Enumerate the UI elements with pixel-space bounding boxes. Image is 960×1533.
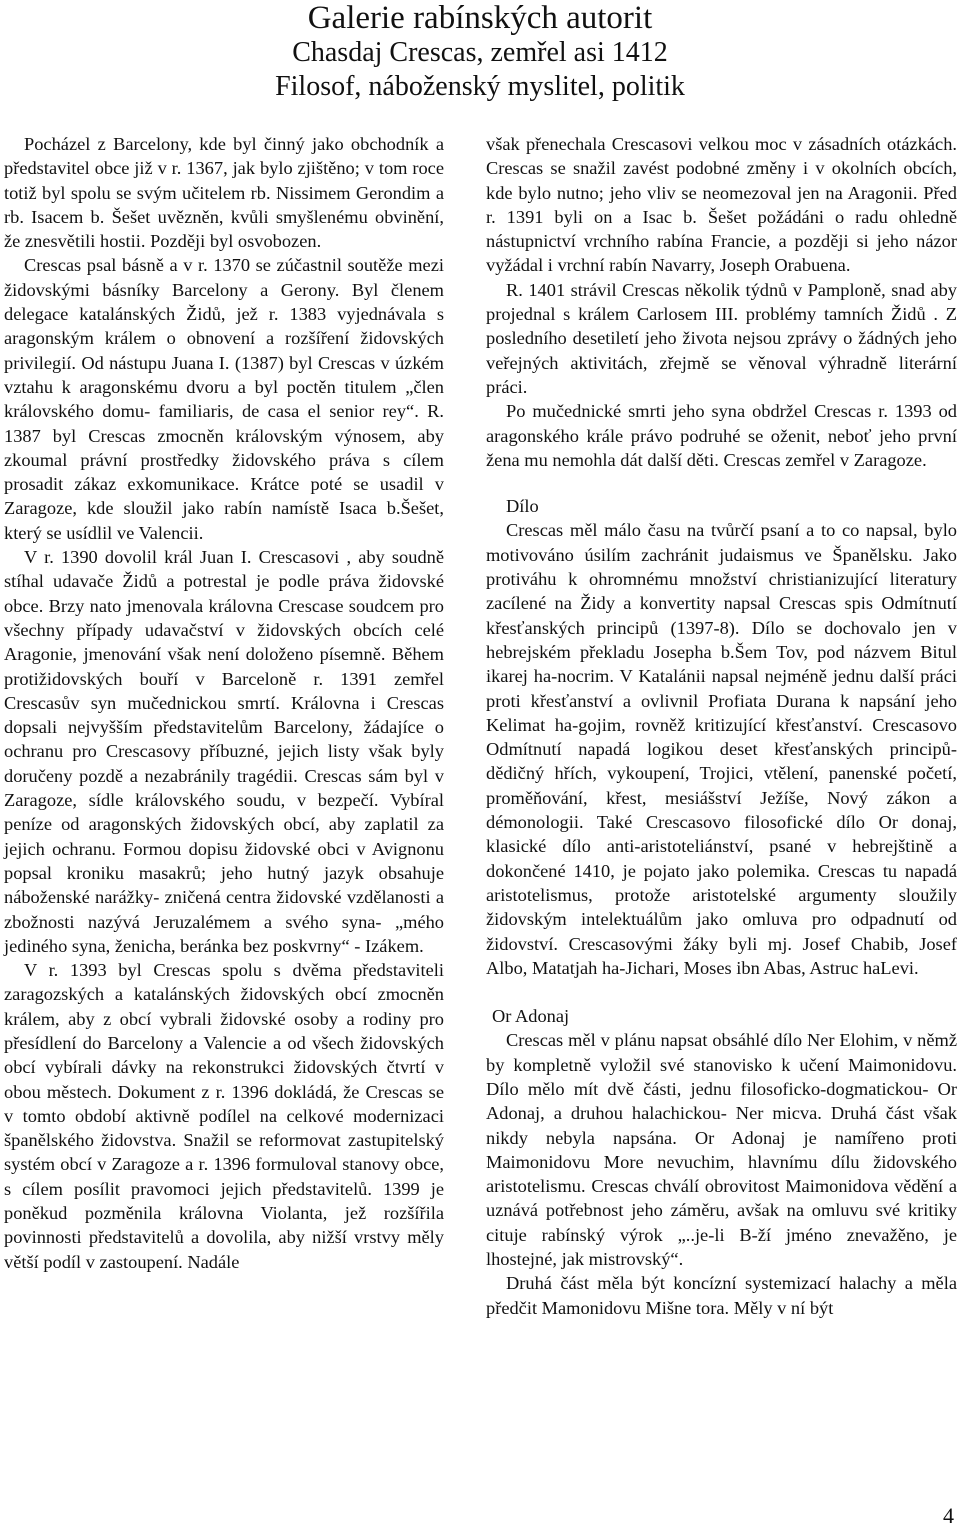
- paragraph: Crescas psal básně a v r. 1370 se zúčastnil soutěže mezi židovskými básníky Barcelony a Gerony. Byl členem delegace katalánských Židů, jež r. 1383 vyjednávala s aragonským králem o obnovení a rozšíření židovských privilegií. Od nástupu Juana I. (1387) byl Crescas v úzkém vztahu k aragonskému dvoru a byl poctěn titulem „člen královského domu- familiaris, de casa el senior rey“. R. 1387 byl Crescas zmocněn královským výnosem, aby zkoumal právní prostředky židovského práva s cílem prosadit zákaz exkomunikace. Krátce poté se usadil v Zaragoze, kde sloužil jako rabín namístě Isaca b.Šešet, který se usídlil ve Valencii.: [4, 255, 444, 543]
- left-column: [4, 132, 444, 1274]
- section-heading-dilo: Dílo: [506, 496, 539, 517]
- subtitle: [0, 37, 960, 69]
- right-column: [486, 132, 957, 1320]
- author-name: Chasdaj Crescas,: [292, 37, 484, 68]
- paragraph: však přenechala Crescasovi velkou moc v zásadních otázkách. Crescas se snažil zavést podobné změny i v okolních obcích, kde bylo nutno; jeho vliv se neomezoval jen na Aragonii. Před r. 1391 byli on a Isac b. Šešet požádáni o radu ohledně nástupnictví vrchního rabína Francie, a později si jeho názor vyžádal i vrchní rabín Navarry, Joseph Orabuena.: [486, 134, 957, 276]
- paragraph: R. 1401 strávil Crescas několik týdnů v Pamploně, snad aby projednal s králem Carlosem III. problémy tamních Židů . Z posledního desetiletí jeho života nejsou zprávy o žádných jeho veřejných aktivitách, zřejmě se věnoval výhradně literární práci.: [486, 279, 957, 397]
- paragraph: Crescas měl málo času na tvůrčí psaní a to co napsal, bylo motivováno úsilím zachránit judaismus ve Španělsku. Jako protiváhu k ohromnému množství christianizující literatury zacílené na Židy a konvertity napsal Crescas spis Odmítnutí křesťanských principů (1397-8). Dílo se dochovalo jen v hebrejském překladu Josepha b.Šem Tov, pod názvem Bitul ikarej ha-nocrim. V Katalánii napsal nejméně jednu další práci proti křesťanství a ovlivnil Profiata Durana k napsání jeho Kelimat ha-gojim, rovněž kritizující křesťanství. Crescasovo Odmítnutí napadá logikou deset křesťanských principů- dědičný hřích, vykoupení, Trojici, vtělení, panenské početí, proměňování, křest, mesiášství Ježíše, Nový zákon a démonologii. Také Crescasovo filosofické dílo Or donaj, klasické dílo anti-aristoteliánství, psané v hebrejštině a dokončené 1410, je pojato jako polemika. Crescas tu napadá aristotelismus, protože aristotelské argumenty sloužily židovským intelektuálům jako omluva pro odpadnutí od židovství. Crescasovými žáky byli mj. Josef Chabib, Josef Albo, Matatjah ha-Jichari, Moses ibn Abas, Astruc haLevi.: [486, 520, 957, 978]
- paragraph: V r. 1390 dovolil král Juan I. Crescasovi , aby soudně stíhal udavače Židů a potrestal je podle práva židovské obce. Brzy nato jmenovala královna Crescase soudcem pro všechny případy udavačství v židovských obcích celé Aragonie, jmenování však není doloženo písemně. Během protižidovských bouří v Barceloně r. 1391 zemřel Crescasův syn mučednickou smrtí. Královna i Crescas dopsali nejvyšším představitelům Barcelony, žádajíce o ochranu pro Crescasovy příbuzné, jejich listy však byly doručeny pozdě a nezabránily tragédii. Crescas sám byl v Zaragoze, sídle královského soudu, v bezpečí. Vybíral peníze od aragonských židovských obcí, aby zaplatil za jejich ochranu. Formou dopisu židovské obci v Avignonu popsal kroniku masakrů; jeho hutný jazyk obsahuje náboženské narážky- zničená centra židovské vzdělanosti a zbožnosti nazývá Jeruzalémem a svého syna- „mého jediného syna, ženicha, beránka bez poskvrny“ - Izákem.: [4, 547, 444, 956]
- paragraph: V r. 1393 byl Crescas spolu s dvěma představiteli zaragozských a katalánských židovských obcí zmocněn králem, aby z obcí vybrali židovské osoby a rodiny pro přesídlení do Barcelony a Valencie a od všech židovských obcí vybírali dávky na rekonstrukci židovských čtvrtí v obou městech. Dokument z r. 1396 dokládá, že Crescas se v tomto období aktivně podílel na celkové modernizaci španělského židovstva. Snažil se reformovat zastupitelský systém obcí v Zaragoze a r. 1396 formuloval stanovy obce, s cílem posílit pravomoci jejich představitelů. 1399 je poněkud pozměnila královna Violanta, jež rozšířila povinnosti představitelů a dovolila, aby nižší vrstvy měly větší podíl v zastoupení. Nadále: [4, 960, 444, 1272]
- author-role: Filosof, náboženský myslitel, politik: [275, 71, 685, 102]
- page-title: Galerie rabínských autorit: [307, 0, 653, 36]
- section-heading-or-adonaj: Or Adonaj: [492, 1006, 570, 1027]
- paragraph: Pocházel z Barcelony, kde byl činný jako obchodník a představitel obce již v r. 1367, jak bylo zjištěno; v tom roce totiž byl spolu se svým učitelem rb. Nissimem Gerondim a rb. Isacem b. Šešet uvězněn, kvůli smyšlenému obvinění, že znesvětili hostii. Později byl osvobozen.: [4, 134, 444, 252]
- paragraph: Druhá část měla být koncízní systemizací halachy a měla předčit Mamonidovu Mišne tora. Měly v ní být: [486, 1273, 957, 1318]
- paragraph: Crescas měl v plánu napsat obsáhlé dílo Ner Elohim, v němž by kompletně vyložil své stanovisko k učení Maimonidovu. Dílo mělo mít dvě části, jednu filosoficko-dogmatickou- Or Adonaj, a druhou halachickou- Ner micva. Druhá část však nikdy nebyla napsána. Or Adonaj je namířeno proti Maimonidovu More nevuchim, hlavnímu dílu židovského aristotelismu. Crescas chválí obrovitost Maimonidova vědění a uznává potřebnost jeho záměru, avšak na omluvu své kritiky cituje rabínský výrok „..je-li B-ží jméno znevažěno, je lhostejné, jak mistrovský“.: [486, 1030, 957, 1270]
- page-header: [0, 0, 960, 118]
- paragraph: Po mučednické smrti jeho syna obdržel Crescas r. 1393 od aragonského krále právo podruhé se oženit, neboť jeho první žena mu nemohla dát další děti. Crescas zemřel v Zaragoze.: [486, 401, 957, 470]
- page-number: 4: [943, 1503, 954, 1528]
- author-death: zemřel asi 1412: [483, 37, 668, 68]
